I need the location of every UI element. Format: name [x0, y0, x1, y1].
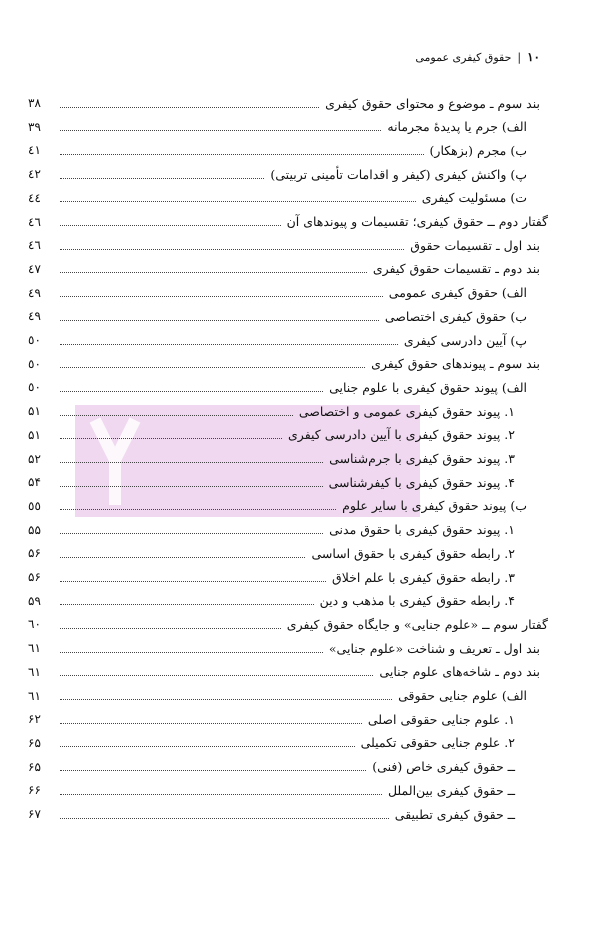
toc-entry-page: ٥۰: [28, 356, 41, 371]
toc-entry[interactable]: [28, 495, 527, 517]
toc-entry-page: ٦۱: [28, 664, 41, 679]
toc-entry[interactable]: [28, 116, 527, 138]
toc-entry[interactable]: [28, 282, 527, 304]
toc-entry-page: ٤۹: [28, 285, 41, 300]
dot-leader: [60, 699, 392, 700]
dot-leader: [60, 509, 336, 510]
toc-entry-title: الف) پیوند حقوق کیفری با علوم جنایی: [329, 379, 527, 395]
toc-entry-title: ۲. رابطه حقوق کیفری با حقوق اساسی: [311, 545, 515, 561]
dot-leader: [60, 249, 404, 250]
toc-entry-page: ٦۱: [28, 641, 41, 656]
dot-leader: [60, 557, 305, 558]
toc-entry-title: ۲. علوم جنایی حقوقی تکمیلی: [360, 735, 515, 751]
dot-leader: [60, 415, 293, 416]
toc-entry-page: ۵۲: [28, 451, 41, 466]
dot-leader: [60, 746, 355, 747]
toc-entry-title: ۴. پیوند حقوق کیفری با کیفرشناسی: [328, 474, 515, 490]
toc-entry-title: الف) جرم یا پدیدهٔ مجرمانه: [387, 119, 527, 135]
toc-entry[interactable]: [28, 566, 515, 588]
toc-entry[interactable]: [28, 590, 515, 612]
toc-entry-title: ۱. پیوند حقوق کیفری عمومی و اختصاصی: [298, 403, 515, 419]
toc-entry-page: ٤۹: [28, 309, 41, 324]
toc-entry-page: ٦۱: [28, 688, 41, 703]
toc-entry-title: بند سوم ـ پیوندهای حقوق کیفری: [371, 356, 540, 372]
toc-entry-title: بند دوم ـ شاخه‌های علوم جنایی: [379, 664, 540, 680]
toc-entry[interactable]: [28, 139, 527, 161]
toc-entry[interactable]: [28, 163, 527, 185]
dot-leader: [60, 462, 323, 463]
dot-leader: [60, 723, 362, 724]
toc-entry[interactable]: [28, 234, 540, 256]
dot-leader: [60, 818, 389, 819]
dot-leader: [60, 367, 365, 368]
header-separator: |: [517, 50, 522, 64]
toc-entry[interactable]: [28, 803, 515, 825]
toc-entry-page: ۶۵: [28, 735, 41, 750]
toc-entry[interactable]: [28, 187, 527, 209]
toc-entry-page: ۵۶: [28, 546, 41, 561]
dot-leader: [60, 486, 323, 487]
toc-entry-page: ۵۹: [28, 593, 41, 608]
toc-entry-title: پ) آیین دادرسی کیفری: [403, 332, 527, 348]
toc-entry[interactable]: [28, 708, 515, 730]
toc-entry-page: ۶۶: [28, 783, 41, 798]
page-number: ۱۰: [527, 50, 540, 64]
toc-entry-title: ۳. رابطه حقوق کیفری با علم اخلاق: [332, 569, 515, 585]
toc-entry[interactable]: [28, 305, 527, 327]
toc-entry[interactable]: [28, 258, 540, 280]
toc-entry-title: ــ حقوق کیفری بین‌الملل: [387, 782, 515, 798]
toc-entry-title: ب) مجرم (بزهکار): [429, 142, 527, 158]
dot-leader: [60, 272, 367, 273]
toc-entry[interactable]: [28, 376, 527, 398]
toc-entry[interactable]: [28, 92, 540, 114]
dot-leader: [60, 533, 323, 534]
dot-leader: [60, 296, 383, 297]
toc-entry[interactable]: [28, 424, 515, 446]
dot-leader: [60, 581, 326, 582]
dot-leader: [60, 201, 416, 202]
dot-leader: [60, 178, 264, 179]
toc-entry-page: ۶۵: [28, 759, 41, 774]
toc-entry-title: الف) حقوق کیفری عمومی: [388, 285, 527, 301]
toc-entry-page: ٤٤: [28, 190, 41, 205]
toc-entry-page: ۶۲: [28, 712, 41, 727]
toc-entry-title: ب) حقوق کیفری اختصاصی: [384, 308, 527, 324]
dot-leader: [60, 320, 379, 321]
toc-entry-page: ٦۰: [28, 617, 41, 632]
toc-entry-title: ۲. پیوند حقوق کیفری با آیین دادرسی کیفری: [288, 427, 515, 443]
toc-entry-title: بند سوم ـ موضوع و محتوای حقوق کیفری: [325, 95, 540, 111]
dot-leader: [60, 675, 373, 676]
dot-leader: [60, 391, 323, 392]
toc-entry-title: پ) واکنش کیفری (کیفر و اقدامات تأمینی تربیتی): [270, 166, 527, 182]
toc-entry-title: ت) مسئولیت کیفری: [421, 190, 527, 206]
dot-leader: [60, 628, 281, 629]
toc-entry-page: ٥٥: [28, 498, 41, 513]
toc-entry-page: ۳۸: [28, 96, 41, 110]
toc-entry[interactable]: [28, 329, 527, 351]
toc-entry[interactable]: [28, 779, 515, 801]
toc-entry-title: بند اول ـ تقسیمات حقوق: [410, 237, 540, 253]
toc-entry[interactable]: [28, 542, 515, 564]
toc-entry-page: ٤٧: [28, 261, 41, 276]
toc-entry-page: ۶۷: [28, 807, 41, 821]
toc-entry[interactable]: [28, 637, 540, 659]
toc-entry-title: ــ حقوق کیفری تطبیقی: [394, 806, 515, 822]
toc-entry-page: ۵۵: [28, 522, 41, 537]
toc-entry-title: ۱. پیوند حقوق کیفری با حقوق مدنی: [329, 522, 515, 538]
toc-entry-page: ۵۱: [28, 404, 41, 419]
toc-entry-page: ۵۱: [28, 427, 41, 442]
toc-entry[interactable]: [28, 756, 515, 778]
dot-leader: [60, 438, 282, 439]
toc-entry-page: ٤٦: [28, 238, 41, 253]
dot-leader: [60, 130, 381, 131]
toc-entry-title: گفتار سوم ــ «علوم جنایی» و جایگاه حقوق کیفری: [286, 616, 548, 632]
dot-leader: [60, 225, 281, 226]
toc-entry-title: بند دوم ـ تقسیمات حقوق کیفری: [372, 261, 540, 277]
toc-entry-title: ۳. پیوند حقوق کیفری با جرم‌شناسی: [329, 451, 515, 466]
toc-entry-page: ٥۰: [28, 333, 41, 347]
book-title: حقوق کیفری عمومی: [415, 50, 512, 64]
toc-entry[interactable]: [28, 519, 515, 541]
dot-leader: [60, 770, 366, 771]
toc-entry-page: ٥۰: [28, 380, 41, 395]
running-header: [415, 50, 540, 64]
toc-entry[interactable]: [28, 353, 540, 375]
toc-entry-page: ٤٦: [28, 214, 41, 229]
dot-leader: [60, 107, 319, 108]
toc-entry-page: ۵۶: [28, 570, 41, 584]
toc-entry-title: الف) علوم جنایی حقوقی: [398, 688, 527, 703]
dot-leader: [60, 652, 323, 653]
dot-leader: [60, 604, 314, 605]
toc-entry[interactable]: [28, 400, 515, 422]
dot-leader: [60, 154, 424, 155]
toc-entry-page: ٤۲: [28, 167, 41, 182]
toc-entry[interactable]: [28, 661, 540, 683]
toc-entry-title: ب) پیوند حقوق کیفری با سایر علوم: [342, 498, 527, 514]
toc-entry[interactable]: [28, 211, 548, 233]
toc-entry-title: ــ حقوق کیفری خاص (فنی): [372, 759, 515, 775]
toc-entry-title: ۱. علوم جنایی حقوقی اصلی: [367, 711, 515, 727]
toc-entry-page: ۵۴: [28, 475, 41, 490]
toc-entry-title: گفتار دوم ــ حقوق کیفری؛ تقسیمات و پیوندهای آن: [286, 214, 548, 229]
toc-entry-title: ۴. رابطه حقوق کیفری با مذهب و دین: [319, 593, 515, 609]
toc-entry-page: ٤۱: [28, 143, 41, 158]
toc-entry[interactable]: [28, 613, 548, 635]
toc-entry[interactable]: [28, 685, 527, 707]
toc-entry-page: ۳۹: [28, 119, 41, 134]
toc-entry[interactable]: [28, 732, 515, 754]
dot-leader: [60, 794, 382, 795]
dot-leader: [60, 344, 398, 345]
toc-entry[interactable]: [28, 471, 515, 493]
toc-entry-title: بند اول ـ تعریف و شناخت «علوم جنایی»: [328, 640, 540, 656]
toc-entry[interactable]: [28, 448, 515, 470]
